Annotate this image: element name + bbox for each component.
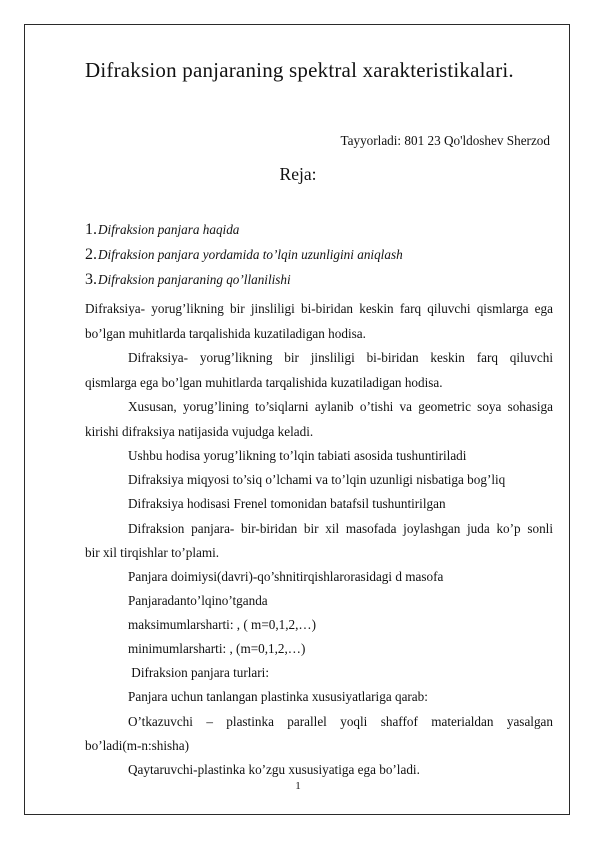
author-line: Tayyorladi: 801 23 Qo'ldoshev Sherzod	[340, 133, 550, 148]
plan-item-text: Difraksion panjara haqida	[98, 222, 240, 237]
document-title: Difraksion panjaraning spektral xarakteristikalari.	[85, 58, 514, 82]
paragraph-line: bo’ladi(m-n:shisha)	[85, 738, 190, 753]
paragraph-line: Difraksiya- yorug’likning bir jinsliligi bi-biridan keskin farq qiluvchi	[128, 350, 553, 365]
paragraph-line: Difraksiya hodisasi Frenel tomonidan batafsil tushuntirilgan	[128, 496, 446, 511]
paragraph-line: Panjara doimiysi(davri)-qo’shnitirqishlarorasidagi d masofa	[128, 569, 444, 584]
plan-item	[85, 246, 403, 264]
plan-item-text: Difraksion panjara yordamida to’lqin uzunligini aniqlash	[98, 247, 403, 262]
paragraph-line: Qaytaruvchi-plastinka ko’zgu xususiyatiga ega bo’ladi.	[128, 762, 420, 777]
plan-item-number: 3.	[85, 271, 97, 288]
paragraph-line: maksimumlarsharti: , ( m=0,1,2,…)	[128, 617, 317, 632]
plan-item-number: 2.	[85, 246, 97, 263]
paragraph-line: Panjaradanto’lqino’tganda	[128, 593, 268, 608]
paragraph-line: Difraksion panjara- bir-biridan bir xil masofada joylashgan juda ko’p sonli	[128, 521, 553, 536]
paragraph-line: bo’lgan muhitlarda tarqalishida kuzatiladigan hodisa.	[85, 326, 366, 341]
paragraph-line: qismlarga ega bo’lgan muhitlarda tarqalishida kuzatiladigan hodisa.	[85, 375, 443, 390]
paragraph-line: O’tkazuvchi – plastinka parallel yoqli shaffof materialdan yasalgan	[128, 714, 553, 729]
plan-heading: Reja:	[279, 164, 317, 184]
paragraph-line: Difraksion panjara turlari:	[128, 665, 269, 680]
plan-item	[85, 271, 291, 289]
plan-item-number: 1.	[85, 221, 97, 238]
plan-item	[85, 221, 239, 239]
paragraph-line: Panjara uchun tanlangan plastinka xususiyatlariga qarab:	[128, 689, 428, 704]
paragraph-line: minimumlarsharti: , (m=0,1,2,…)	[128, 641, 306, 656]
paragraph-line: kirishi difraksiya natijasida vujudga keladi.	[85, 424, 314, 439]
plan-item-text: Difraksion panjaraning qo’llanilishi	[98, 272, 291, 287]
paragraph-line: Difraksiya miqyosi to’siq o’lchami va to’lqin uzunligi nisbatiga bog’liq	[128, 472, 506, 487]
paragraph-line: bir xil tirqishlar to’plami.	[85, 545, 220, 560]
paragraph-line: Ushbu hodisa yorug’likning to’lqin tabiati asosida tushuntiriladi	[128, 448, 467, 463]
paragraph-line: Difraksiya- yorug’likning bir jinsliligi bi-biridan keskin farq qiluvchi qismlarga ega	[85, 301, 553, 316]
page-number: 1	[295, 780, 301, 792]
paragraph-line: Xususan, yorug’lining to’siqlarni aylanib o’tishi va geometric soya sohasiga	[128, 399, 553, 414]
